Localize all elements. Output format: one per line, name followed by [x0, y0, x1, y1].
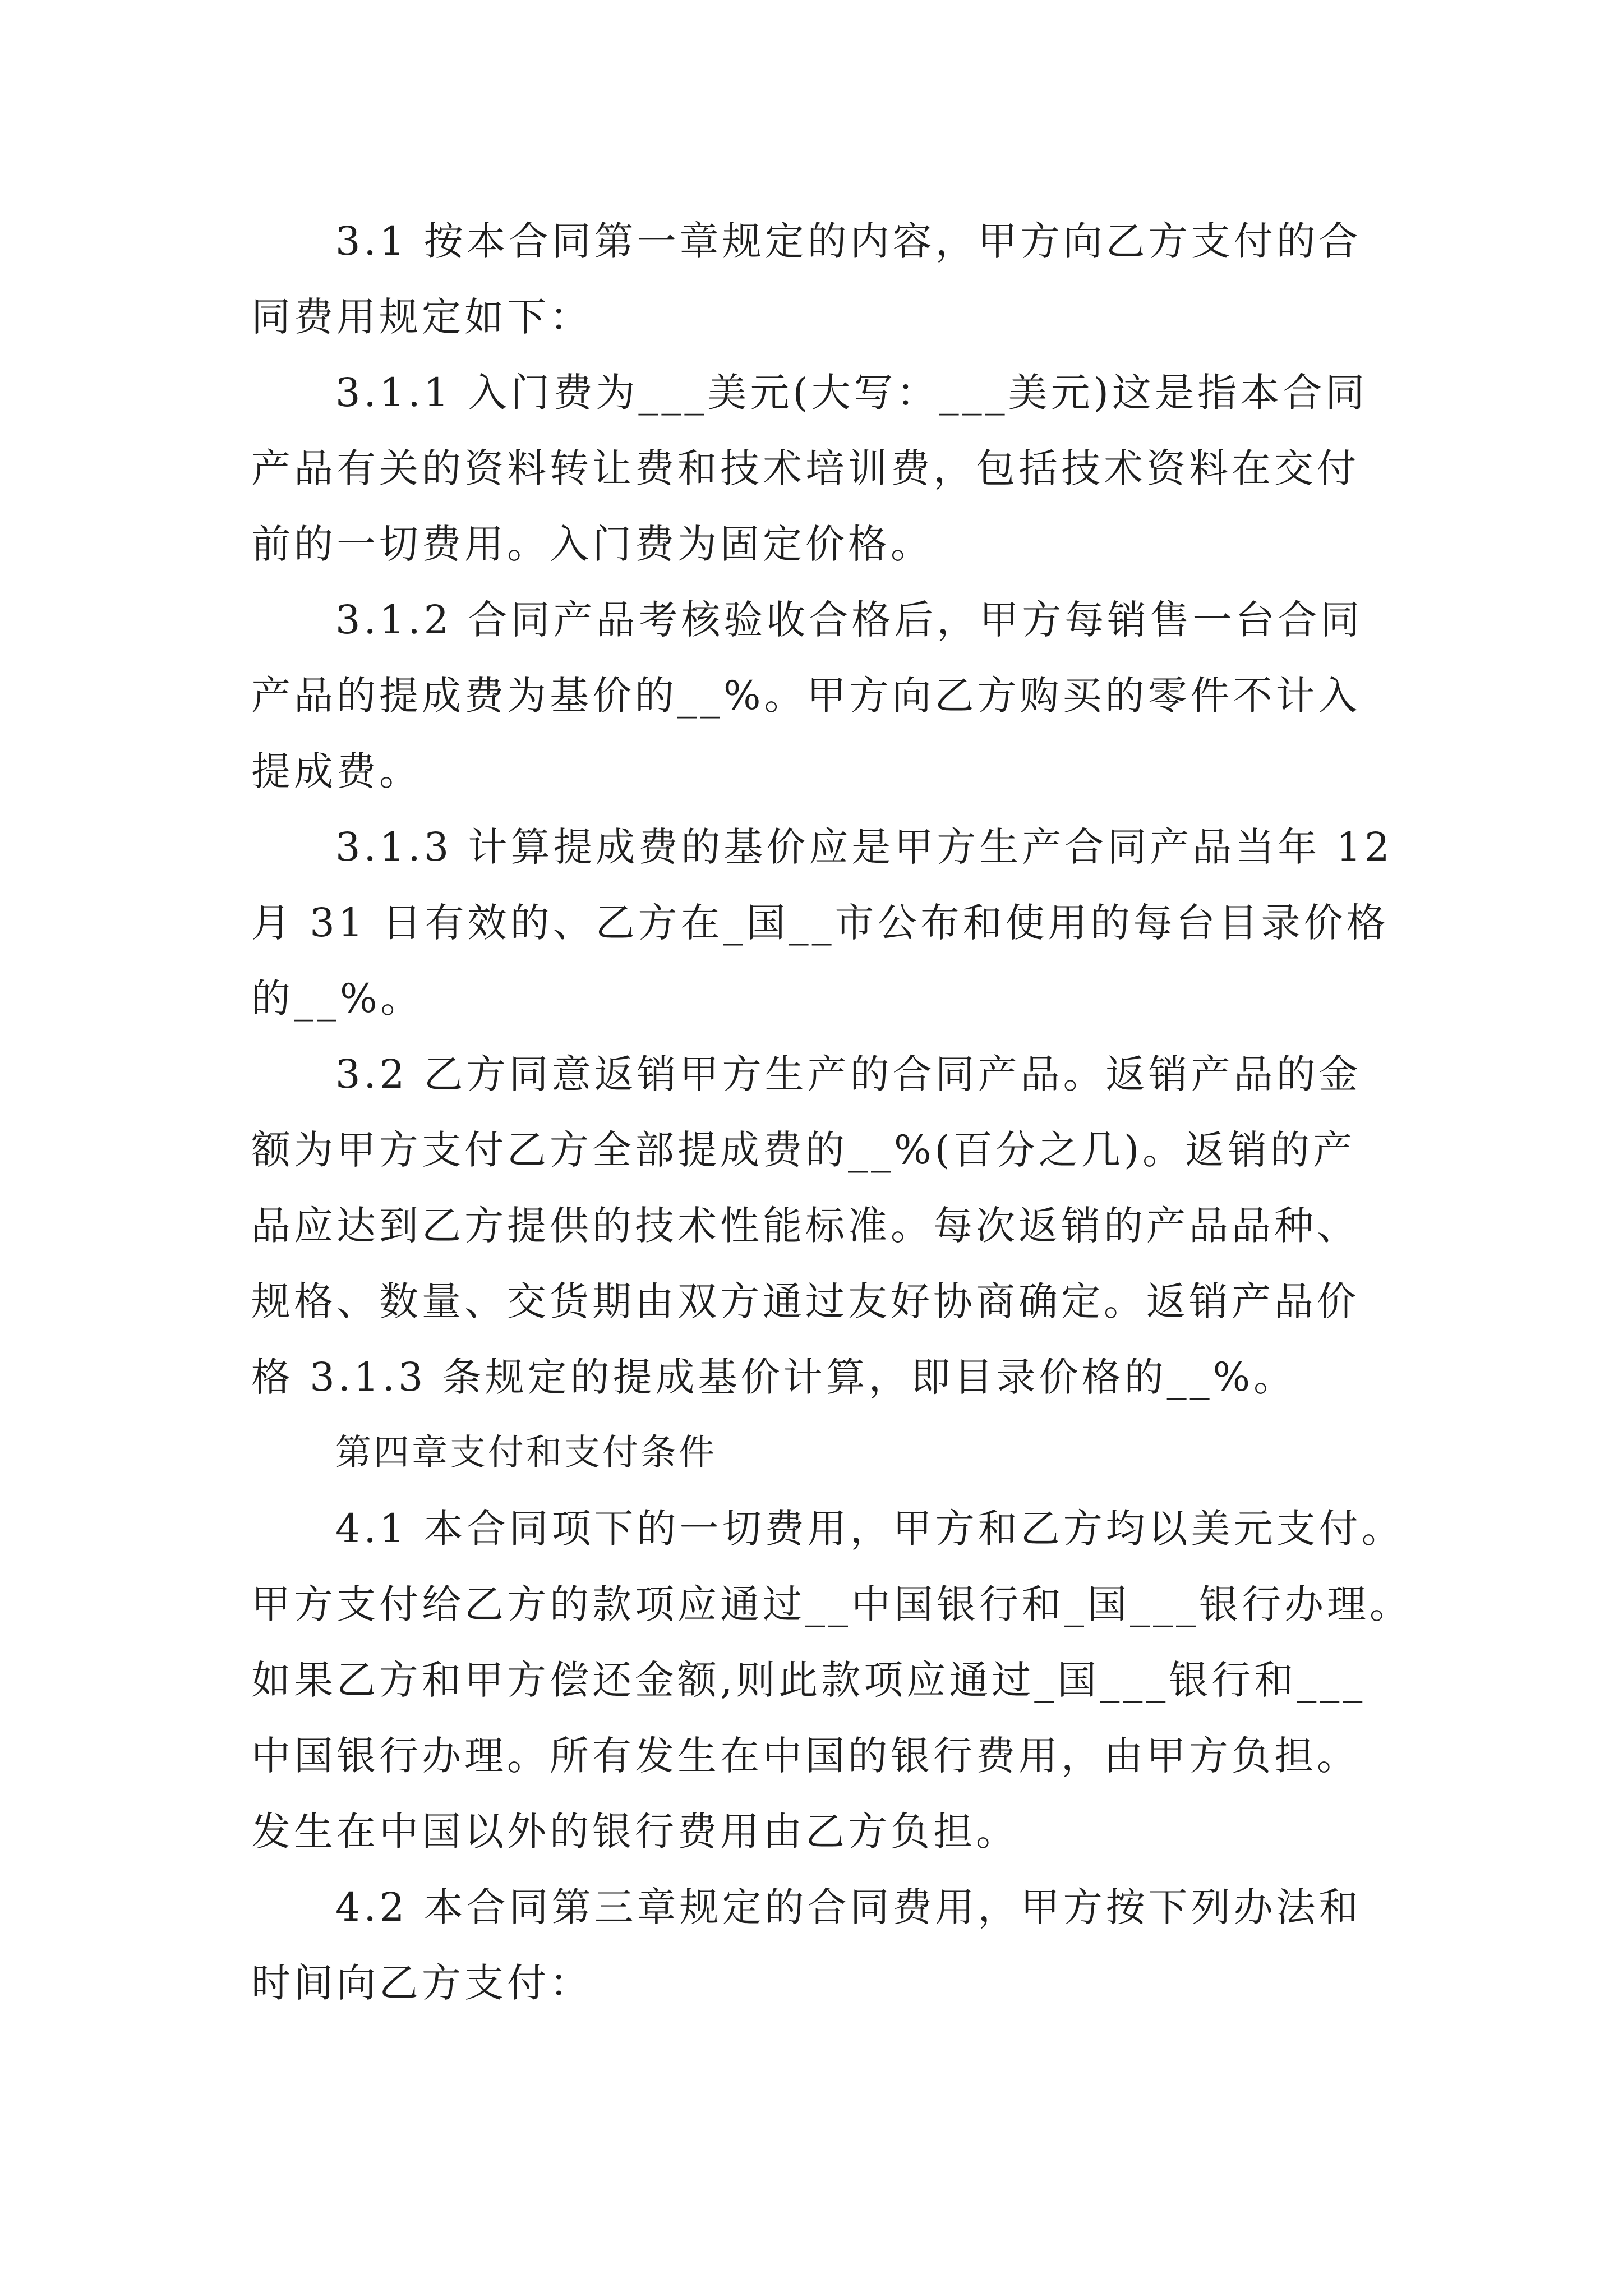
paragraph-3-2-line-1: 3.2 乙方同意返销甲方生产的合同产品。返销产品的金 — [335, 1051, 1362, 1097]
paragraph-3-2-line-3: 品应达到乙方提供的技术性能标准。每次返销的产品品种、 — [251, 1203, 1359, 1249]
paragraph-3-1-1-line-2: 产品有关的资料转让费和技术培训费，包括技术资料在交付 — [251, 445, 1359, 491]
paragraph-4-1-line-1: 4.1 本合同项下的一切费用，甲方和乙方均以美元支付。 — [335, 1506, 1404, 1552]
chapter-4-heading: 第四章支付和支付条件 — [335, 1432, 717, 1474]
paragraph-3-1-2-line-1: 3.1.2 合同产品考核验收合格后，甲方每销售一台合同 — [335, 597, 1363, 643]
paragraph-3-1-1-line-3: 前的一切费用。入门费为固定价格。 — [251, 521, 933, 567]
paragraph-3-1-line-2: 同费用规定如下： — [251, 294, 592, 340]
paragraph-3-1-3-line-2: 月 31 日有效的、乙方在_国__市公布和使用的每台目录价格 — [251, 900, 1389, 946]
paragraph-3-1-3-line-3: 的__%。 — [251, 976, 423, 1022]
paragraph-3-2-line-4: 规格、数量、交货期由双方通过友好协商确定。返销产品价 — [251, 1278, 1359, 1324]
paragraph-4-1-line-4: 中国银行办理。所有发生在中国的银行费用，由甲方负担。 — [251, 1733, 1359, 1779]
paragraph-4-1-line-3: 如果乙方和甲方偿还金额,则此款项应通过_国___银行和___ — [251, 1657, 1366, 1703]
paragraph-4-1-line-2: 甲方支付给乙方的款项应通过__中国银行和_国___银行办理。 — [251, 1581, 1412, 1627]
paragraph-3-1-2-line-2: 产品的提成费为基价的__%。甲方向乙方购买的零件不计入 — [251, 673, 1361, 719]
paragraph-4-2-line-2: 时间向乙方支付： — [251, 1960, 592, 2006]
paragraph-4-2-line-1: 4.2 本合同第三章规定的合同费用，甲方按下列办法和 — [335, 1884, 1362, 1930]
paragraph-3-2-line-2: 额为甲方支付乙方全部提成费的__%(百分之几)。返销的产 — [251, 1127, 1356, 1173]
paragraph-3-1-2-line-3: 提成费。 — [251, 748, 422, 794]
paragraph-3-1-3-line-1: 3.1.3 计算提成费的基价应是甲方生产合同产品当年 12 — [335, 824, 1393, 870]
paragraph-3-1-1-line-1: 3.1.1 入门费为___美元(大写：___美元)这是指本合同 — [335, 370, 1368, 416]
paragraph-3-1-line-1: 3.1 按本合同第一章规定的内容，甲方向乙方支付的合 — [335, 218, 1362, 264]
paragraph-3-2-line-5: 格 3.1.3 条规定的提成基价计算，即目录价格的__%。 — [251, 1354, 1297, 1400]
paragraph-4-1-line-5: 发生在中国以外的银行费用由乙方负担。 — [251, 1809, 1018, 1855]
